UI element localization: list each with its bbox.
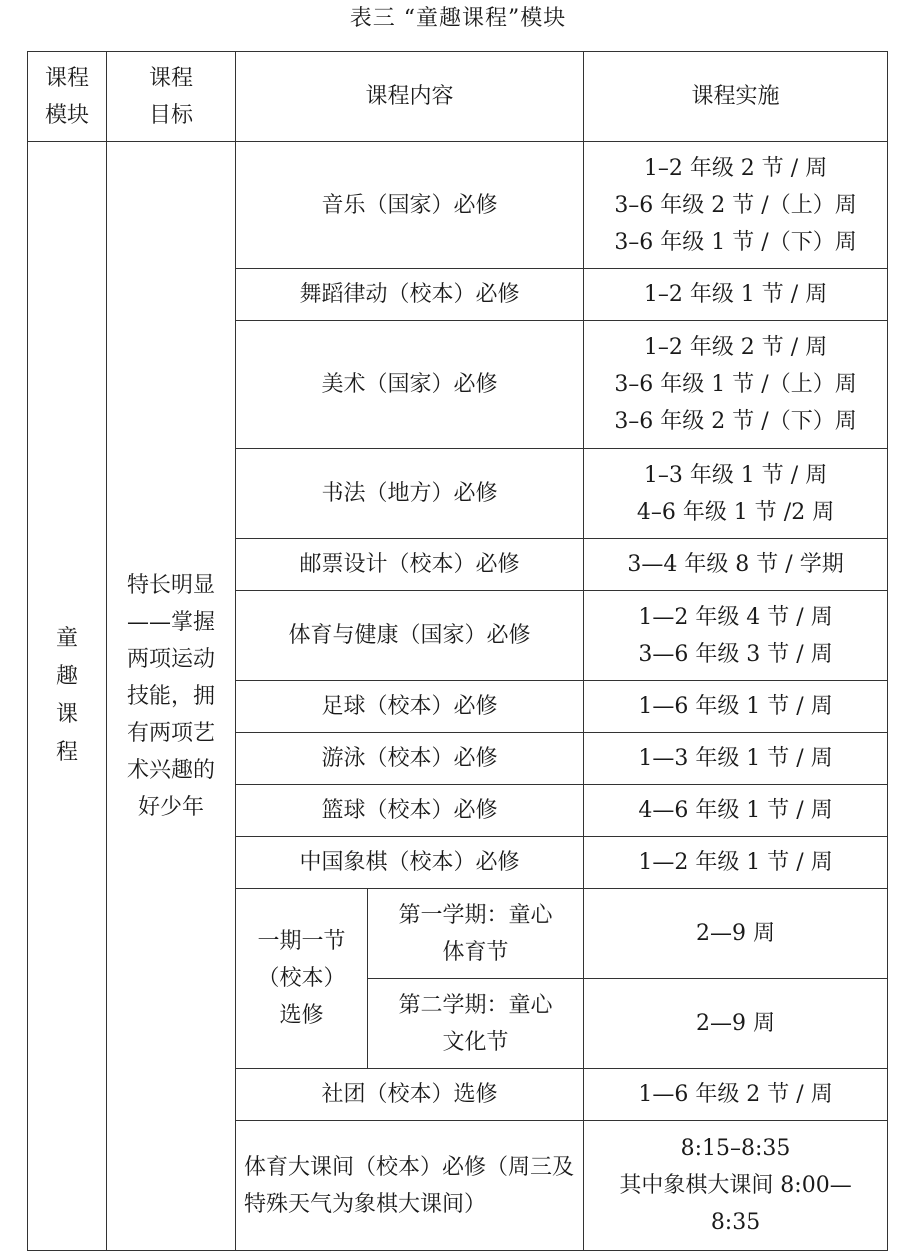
- course-implementation: 1–2 年级 2 节 / 周 3–6 年级 1 节 /（上）周 3–6 年级 2 节 /（下）周: [584, 321, 888, 449]
- header-implementation: 课程实施: [584, 52, 888, 142]
- course-implementation: 1—3 年级 1 节 / 周: [584, 733, 888, 785]
- table-header-row: [28, 52, 888, 142]
- header-content: 课程内容: [236, 52, 584, 142]
- course-implementation: 1—2 年级 1 节 / 周: [584, 837, 888, 889]
- pe-break-implementation: 8:15–8:35 其中象棋大课间 8:00— 8:35: [584, 1121, 888, 1251]
- club-content: 社团（校本）选修: [236, 1069, 584, 1121]
- course-content: 篮球（校本）必修: [236, 785, 584, 837]
- course-content: 中国象棋（校本）必修: [236, 837, 584, 889]
- course-content: 书法（地方）必修: [236, 449, 584, 539]
- course-content: 体育与健康（国家）必修: [236, 591, 584, 681]
- module-name: 童趣课程: [55, 626, 78, 765]
- goal-cell: 特长明显 ——掌握 两项运动 技能，拥 有两项艺 术兴趣的 好少年: [107, 142, 236, 1251]
- course-content: 邮票设计（校本）必修: [236, 539, 584, 591]
- course-content: 美术（国家）必修: [236, 321, 584, 449]
- course-content: 足球（校本）必修: [236, 681, 584, 733]
- course-table: [27, 51, 888, 1251]
- festival-implementation: 2—9 周: [584, 979, 888, 1069]
- festival-implementation: 2—9 周: [584, 889, 888, 979]
- header-module: 课程 模块: [28, 52, 107, 142]
- table-caption: 表三 “童趣课程”模块: [349, 6, 567, 31]
- festival-content: 第一学期：童心 体育节: [368, 889, 584, 979]
- course-content: 舞蹈律动（校本）必修: [236, 269, 584, 321]
- course-implementation: 1–3 年级 1 节 / 周 4–6 年级 1 节 /2 周: [584, 449, 888, 539]
- table-row: [28, 142, 888, 269]
- course-implementation: 4—6 年级 1 节 / 周: [584, 785, 888, 837]
- module-cell: [28, 142, 107, 1251]
- course-content: 游泳（校本）必修: [236, 733, 584, 785]
- pe-break-content: 体育大课间（校本）必修（周三及特殊天气为象棋大课间）: [236, 1121, 584, 1251]
- course-implementation: 3—4 年级 8 节 / 学期: [584, 539, 888, 591]
- festival-content: 第二学期：童心 文化节: [368, 979, 584, 1069]
- course-implementation: 1—6 年级 1 节 / 周: [584, 681, 888, 733]
- course-implementation: 1–2 年级 1 节 / 周: [584, 269, 888, 321]
- course-implementation: 1—2 年级 4 节 / 周 3—6 年级 3 节 / 周: [584, 591, 888, 681]
- header-goal: 课程 目标: [107, 52, 236, 142]
- course-implementation: 1–2 年级 2 节 / 周 3–6 年级 2 节 /（上）周 3–6 年级 1 节 /（下）周: [584, 142, 888, 269]
- course-content: 音乐（国家）必修: [236, 142, 584, 269]
- festival-label: 一期一节 （校本） 选修: [236, 889, 368, 1069]
- club-implementation: 1—6 年级 2 节 / 周: [584, 1069, 888, 1121]
